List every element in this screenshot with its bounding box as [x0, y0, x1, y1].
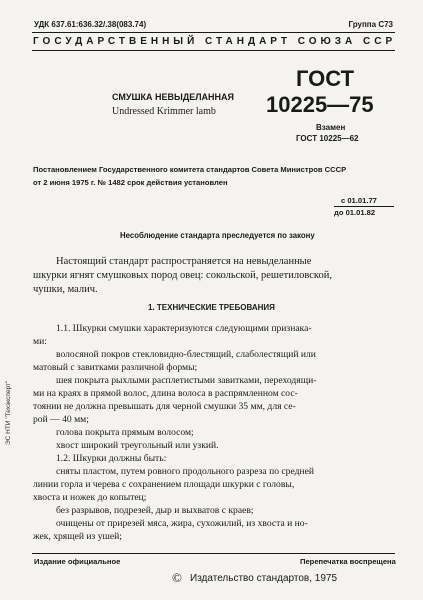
header-rule-top [32, 32, 395, 33]
body-line: ми: [33, 336, 47, 347]
validity-rule [334, 206, 394, 207]
body-line: линии горла и черева с сохранением площади шкурки с головы, [33, 479, 295, 490]
header-rule-bottom [32, 50, 395, 51]
body-line: шея покрыта рыхлыми расплетистыми завитками, переходящи- [56, 375, 317, 386]
section-heading: 1. ТЕХНИЧЕСКИЕ ТРЕБОВАНИЯ [148, 303, 275, 312]
body-line: хвоста и ножек до копытец; [33, 492, 147, 503]
udk-code: УДК 637.61:636.32/.38(083.74) [34, 20, 147, 29]
body-line: 1.2. Шкурки должны быть: [56, 453, 167, 464]
reprint-notice: Перепечатка воспрещена [300, 557, 396, 566]
title-en: Undressed Krimmer lamb [112, 106, 216, 117]
body-line: ми на краях в прямой волос, длина волоса в распрямленном сос- [33, 388, 298, 399]
gost-number: 10225—75 [266, 92, 374, 117]
body-line: матовый с завитками различной формы; [33, 362, 198, 373]
body-line: 1.1. Шкурки смушки характеризуются следующими признака- [56, 323, 312, 334]
body-line: очищены от прирезей мяса, жира, сухожилий, из хвоста и но- [56, 518, 308, 529]
body-line: рой — 40 мм; [33, 414, 89, 425]
standard-banner: ГОСУДАРСТВЕННЫЙ СТАНДАРТ СОЮЗА ССР [33, 36, 397, 47]
footer-rule [32, 553, 395, 554]
replaces-label: Взамен [316, 123, 346, 132]
body-line: голова покрыта прямым волосом; [56, 427, 194, 438]
body-line: без разрывов, подрезей, дыр и выхватов с краев; [56, 505, 254, 516]
copyright-text: Издательство стандартов, 1975 [190, 573, 338, 584]
body-line: сняты пластом, путем ровного продольного разреза по средней [56, 466, 314, 477]
body-line: хвост широкий треугольный или узкий. [56, 440, 219, 451]
body-line: жек, хрящей из ушей; [33, 531, 122, 542]
legal-notice: Несоблюдение стандарта преследуется по закону [120, 231, 315, 240]
body-line: тоянии не должна превышать для черной смушки 35 мм, для се- [33, 401, 296, 412]
side-stamp: ЭС НТИ "Техэксперт" [5, 380, 12, 445]
intro-line-1: Настоящий стандарт распространяется на невыделанные [56, 256, 312, 267]
gost-label: ГОСТ [296, 66, 355, 91]
title-ru: СМУШКА НЕВЫДЕЛАННАЯ [112, 92, 235, 102]
group-code: Группа С73 [348, 20, 393, 29]
body-line: волосяной покров стекловидно-блестящий, слаболестящий или [56, 349, 316, 360]
decree-line-2: от 2 июня 1975 г. № 1482 срок действия установлен [33, 178, 228, 187]
decree-line-1: Постановлением Государственного комитета стандартов Совета Министров СССР [33, 165, 347, 174]
copyright-icon: © [172, 570, 182, 585]
intro-line-3: чушки, малич. [33, 284, 98, 295]
replaces-number: ГОСТ 10225—62 [296, 134, 359, 143]
official-edition: Издание официальное [34, 557, 121, 566]
intro-line-2: шкурки ягнят смушковых пород овец: сокольской, решетиловской, [33, 270, 332, 281]
validity-from: с 01.01.77 [341, 196, 377, 205]
validity-to: до 01.01.82 [334, 208, 376, 217]
